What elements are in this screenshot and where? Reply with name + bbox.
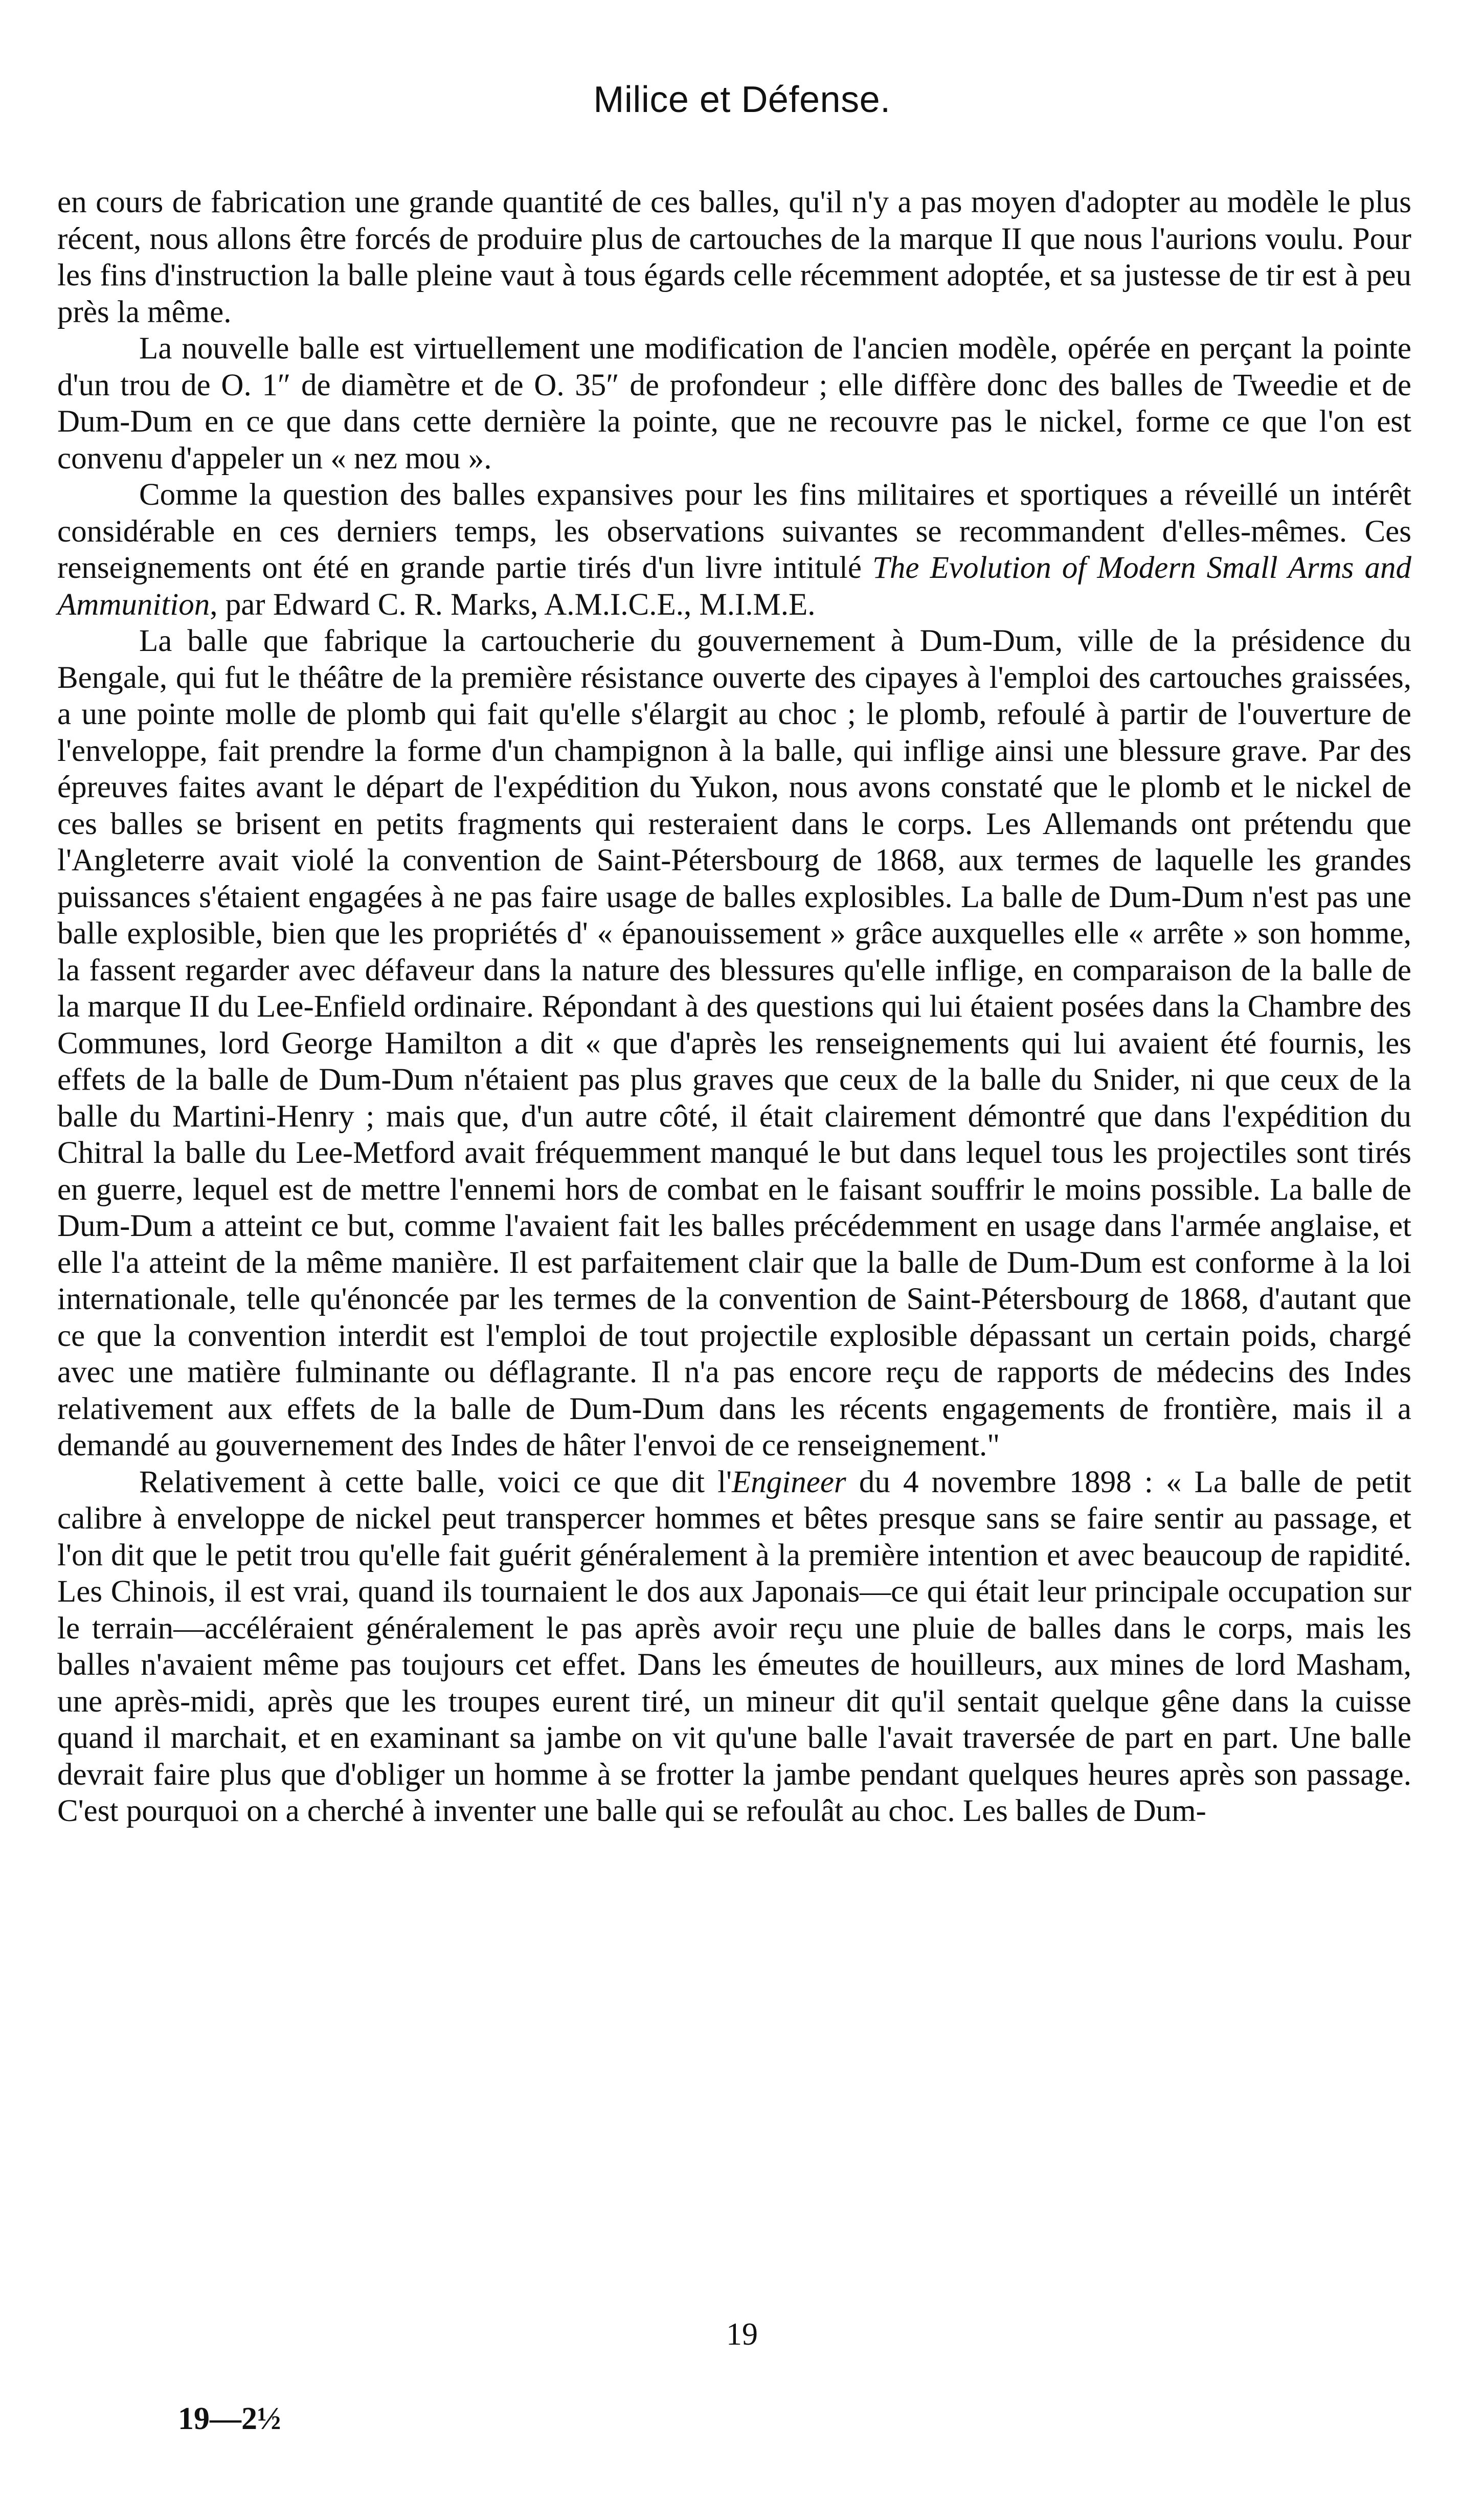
paragraph-1 bbox=[57, 184, 1411, 330]
paragraph-2-text: La nouvelle balle est virtuellement une modification de l'ancien modèle, opérée en perçant la pointe d'un trou de O. 1″ de diamètre et de O. 35″ de profondeur ; elle diffère donc des balles de Tweedie et de Dum-Dum en ce que dans cette dernière la pointe, que ne recouvre pas le nickel, forme ce que l'on est convenu d'appeler un « nez mou ». bbox=[57, 331, 1411, 476]
paragraph-5-text-before: Relativement à cette balle, voici ce que dit l' bbox=[139, 1465, 732, 1499]
running-title: Milice et Défense. bbox=[593, 79, 891, 120]
signature-mark: 19—2½ bbox=[178, 2401, 281, 2436]
body-text bbox=[57, 184, 1411, 1830]
page-number: 19 bbox=[726, 2317, 758, 2352]
paragraph-5-text-after: du 4 novembre 1898 : « La balle de petit calibre à enveloppe de nickel peut transpercer hommes et bêtes presque sans se faire sentir au passage, et l'on dit que le petit trou qu'elle fait guérit généralement à la première intention et avec beaucoup de rapidité. Les Chinois, il est vrai, quand ils tournaient le dos aux Japonais—ce qui était leur principale occupation sur le terrain—accéléraient généralement le pas après avoir reçu une pluie de balles dans le corps, mais les balles n'avaient même pas toujours cet effet. Dans les émeutes de houilleurs, aux mines de lord Masham, une après-midi, après que les troupes eurent tiré, un mineur dit qu'il sentait quelque gêne dans la cuisse quand il marchait, et en examinant sa jambe on vit qu'une balle l'avait traversée de part en part. Une balle devrait faire plus que d'obliger un homme à se frotter la jambe pendant quelques heures après son passage. C'est pourquoi on a cherché à inventer une balle qui se refoulât au choc. Les balles de Dum- bbox=[57, 1465, 1412, 1828]
paragraph-4 bbox=[57, 623, 1411, 1464]
paragraph-3-text-before: Comme la question des balles expansives pour les fins militaires et sportiques a réveillé un intérêt considérable en ces derniers temps, les observations suivantes se recommandent d'elles-mêmes. Ces renseignements ont été en grande partie tirés d'un livre intitulé bbox=[57, 478, 1411, 585]
paragraph-5 bbox=[57, 1464, 1411, 1830]
journal-title: Engineer bbox=[732, 1465, 846, 1499]
paragraph-4-text: La balle que fabrique la cartoucherie du gouvernement à Dum-Dum, ville de la présidence du Bengale, qui fut le théâtre de la première résistance ouverte des cipayes à l'emploi des cartouches graissées, a une pointe molle de plomb qui fait qu'elle s'élargit au choc ; le plomb, refoulé à partir de l'ouverture de l'enveloppe, fait prendre la forme d'un champignon à la balle, qui inflige ainsi une blessure grave. Par des épreuves faites avant le départ de l'expédition du Yukon, nous avons constaté que le plomb et le nickel de ces balles se brisent en petits fragments qui resteraient dans le corps. Les Allemands ont prétendu que l'Angleterre avait violé la convention de Saint-Pétersbourg de 1868, aux termes de laquelle les grandes puissances s'étaient engagées à ne pas faire usage de balles explosibles. La balle de Dum-Dum n'est pas une balle explosible, bien que les propriétés d' « épanouissement » grâce auxquelles elle « arrête » son homme, la fassent regarder avec défaveur dans la nature des blessures qu'elle inflige, en comparaison de la balle de la marque II du Lee-Enfield ordinaire. Répondant à des questions qui lui étaient posées dans la Chambre des Communes, lord George Hamilton a dit « que d'après les renseignements qui lui avaient été fournis, les effets de la balle de Dum-Dum n'étaient pas plus graves que ceux de la balle du Snider, ni que ceux de la balle du Martini-Henry ; mais que, d'un autre côté, il était clairement démontré que dans l'expédition du Chitral la balle du Lee-Metford avait fréquemment manqué le but dans lequel tous les projectiles sont tirés en guerre, lequel est de mettre l'ennemi hors de combat en le faisant souffrir le moins possible. La balle de Dum-Dum a atteint ce but, comme l'avaient fait les balles précédemment en usage dans l'armée anglaise, et elle l'a atteint de la même manière. Il est parfaitement clair que la balle de Dum-Dum est conforme à la loi internationale, telle qu'énoncée par les termes de la convention de Saint-Pétersbourg de 1868, d'autant que ce que la convention interdit est l'emploi de tout projectile explosible dépassant un certain poids, chargé avec une matière fulminante ou déflagrante. Il n'a pas encore reçu de rapports de médecins des Indes relativement aux effets de la balle de Dum-Dum dans les récents engagements de frontière, mais il a demandé au gouvernement des Indes de hâter l'envoi de ce renseignement." bbox=[57, 624, 1411, 1463]
paragraph-3-text-after: , par Edward C. R. Marks, A.M.I.C.E., M.I.M.E. bbox=[210, 587, 816, 622]
book-title: The Evolution of Modern Small Arms and Ammunition bbox=[57, 551, 1411, 622]
paragraph-1-text: en cours de fabrication une grande quantité de ces balles, qu'il n'y a pas moyen d'adopter au modèle le plus récent, nous allons être forcés de produire plus de cartouches de la marque II que nous l'aurions voulu. Pour les fins d'instruction la balle pleine vaut à tous égards celle récemment adoptée, et sa justesse de tir est à peu près la même. bbox=[57, 185, 1411, 329]
paragraph-3 bbox=[57, 477, 1411, 623]
paragraph-2 bbox=[57, 330, 1411, 477]
